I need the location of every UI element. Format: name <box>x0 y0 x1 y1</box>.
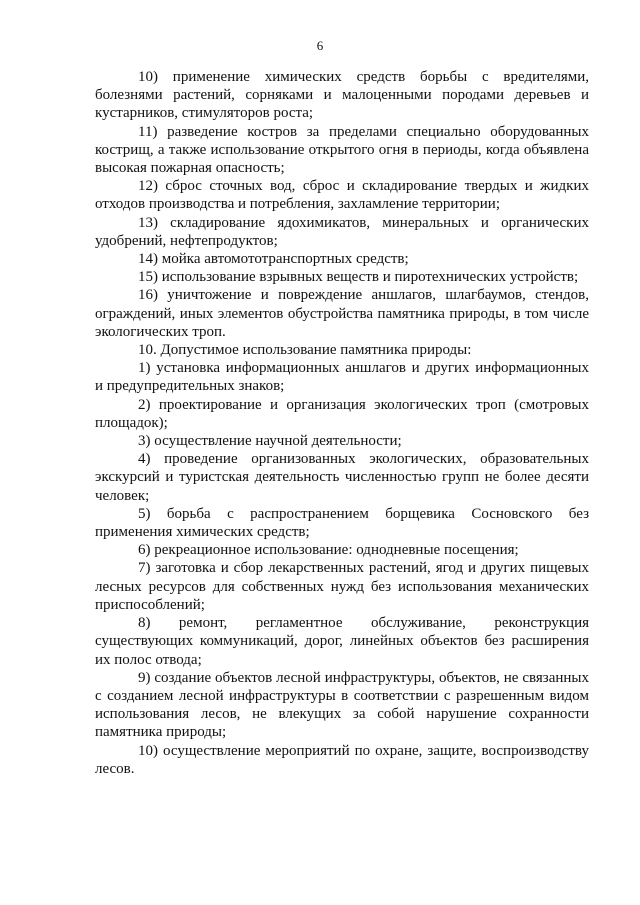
permitted-item-8: 8) ремонт, регламентное обслуживание, реконструкция существующих коммуникаций, дорог, линейных объектов без расширения их полос отвода; <box>95 615 589 668</box>
document-body <box>95 68 589 778</box>
permitted-item-5: 5) борьба с распространением борщевика Сосновского без применения химических средств; <box>95 505 589 541</box>
permitted-item-3: 3) осуществление научной деятельности; <box>138 433 402 450</box>
permitted-item-4: 4) проведение организованных экологических, образовательных экскурсий и туристская деятельность численностью групп не более десяти человек; <box>95 451 589 504</box>
list-item-14-washing: 14) мойка автомототранспортных средств; <box>138 251 409 268</box>
permitted-item-7: 7) заготовка и сбор лекарственных растений, ягод и других пищевых лесных ресурсов для собственных нужд без использования механических приспособлений; <box>95 560 589 613</box>
permitted-item-2: 2) проектирование и организация экологических троп (смотровых площадок); <box>95 396 589 431</box>
list-item-16-damage: 16) уничтожение и повреждение аншлагов, шлагбаумов, стендов, ограждений, иных элементов обустройства памятника природы, в том числе экологических троп. <box>95 287 589 340</box>
list-item-11-fires: 11) разведение костров за пределами специально оборудованных кострищ, а также использование открытого огня в периоды, когда объявлена высокая пожарная опасность; <box>95 123 589 177</box>
list-item-10-chemicals: 10) применение химических средств борьбы с вредителями, болезнями растений, сорняками и малоценными породами деревьев и кустарников, стимуляторов роста; <box>95 69 589 122</box>
page-number: 6 <box>316 38 324 53</box>
list-item-15-explosives: 15) использование взрывных веществ и пиротехнических устройств; <box>138 269 579 286</box>
list-item-12-waste: 12) сброс сточных вод, сброс и складирование твердых и жидких отходов производства и потребления, захламление территории; <box>95 178 589 213</box>
list-item-13-storage: 13) складирование ядохимикатов, минеральных и органических удобрений, нефтепродуктов; <box>95 214 589 249</box>
permitted-item-9: 9) создание объектов лесной инфраструктуры, объектов, не связанных с созданием лесной инфраструктуры в соответствии с разрешенным видом использования лесов, не влекущих за собой нарушение сохранности памятника природы; <box>95 669 589 741</box>
permitted-item-10: 10) осуществление мероприятий по охране, защите, воспроизводству лесов. <box>95 742 589 777</box>
section-heading-permitted-use: 10. Допустимое использование памятника природы: <box>138 342 472 359</box>
permitted-item-6: 6) рекреационное использование: однодневные посещения; <box>138 542 519 559</box>
permitted-item-1: 1) установка информационных аншлагов и других информационных и предупредительных знаков; <box>95 360 589 395</box>
